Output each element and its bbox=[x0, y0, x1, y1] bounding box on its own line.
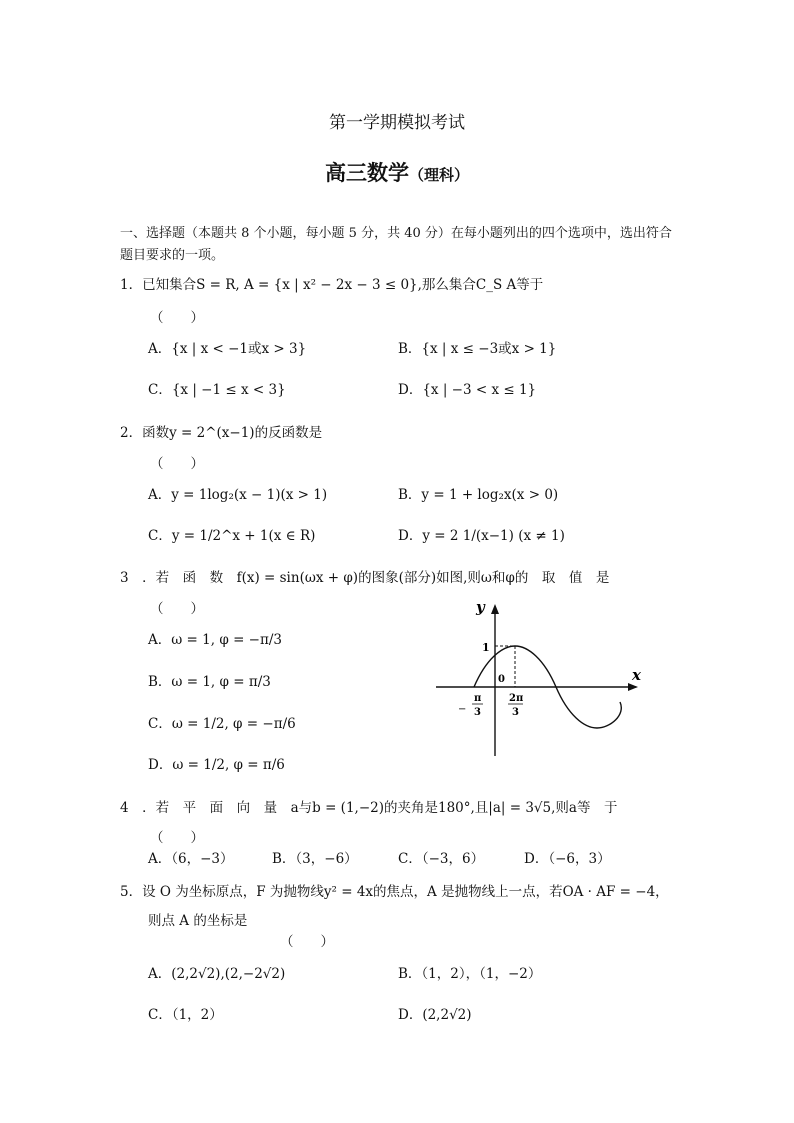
question-3-stem bbox=[120, 566, 676, 586]
x-axis-label: x bbox=[632, 666, 641, 684]
option-a[interactable]: A．（6，−3） bbox=[148, 851, 234, 867]
origin-label: 0 bbox=[498, 674, 505, 685]
option-d[interactable]: D．y = 2 1/(x−1) (x ≠ 1) bbox=[398, 528, 565, 544]
question-number: 1． bbox=[120, 277, 143, 293]
subject-name: 高三数学 bbox=[324, 160, 409, 185]
neg-tick-numerator: π bbox=[474, 693, 482, 704]
section-heading: 一、选择题（本题共 8 个小题，每小题 5 分，共 40 分）在每小题列出的四个选项中，选出符合题目要求的一项。 bbox=[120, 226, 672, 263]
answer-blank: （ ） bbox=[280, 934, 334, 950]
question-number: 2． bbox=[120, 425, 143, 441]
answer-blank: （ ） bbox=[150, 456, 204, 472]
option-b[interactable]: B．（1，2），（1，−2） bbox=[398, 966, 542, 982]
x-axis-arrow-icon bbox=[628, 683, 638, 691]
question-text: 已知集合S = R, A = {x | x² − 2x − 3 ≤ 0},那么集合C_S A等于 bbox=[142, 277, 544, 293]
option-d[interactable]: D．(2,2√2) bbox=[398, 1007, 472, 1023]
option-a[interactable]: A．{x | x < −1或x > 3} bbox=[148, 341, 307, 357]
exam-title: 第一学期模拟考试 bbox=[329, 113, 465, 133]
option-c[interactable]: C．（1，2） bbox=[148, 1007, 223, 1023]
option-c[interactable]: C．（−3，6） bbox=[398, 851, 485, 867]
option-b[interactable]: B．{x | x ≤ −3或x > 1} bbox=[398, 341, 557, 357]
subject-track: （理科） bbox=[408, 166, 469, 184]
option-b[interactable]: B．ω = 1, φ = π/3 bbox=[148, 674, 271, 690]
neg-tick-denominator: 3 bbox=[474, 707, 481, 718]
option-a[interactable]: A．ω = 1, φ = −π/3 bbox=[148, 632, 282, 648]
question-5-stem bbox=[120, 880, 669, 900]
option-d[interactable]: D．ω = 1/2, φ = π/6 bbox=[148, 757, 285, 773]
answer-blank: （ ） bbox=[150, 310, 204, 326]
question-text: 设 O 为坐标原点，F 为抛物线y² = 4x的焦点，A 是抛物线上一点，若OA · AF = −4， bbox=[142, 884, 669, 900]
pos-tick-numerator: 2π bbox=[509, 693, 524, 704]
option-b[interactable]: B．y = 1 + log₂x(x > 0) bbox=[398, 487, 559, 503]
option-a[interactable]: A．y = 1log₂(x − 1)(x > 1) bbox=[148, 487, 328, 503]
question-1-stem bbox=[120, 273, 543, 293]
question-text: 若 平 面 向 量 a与b = (1,−2)的夹角是180°,且|a| = 3√5,则a等 于 bbox=[155, 800, 618, 816]
question-number: 5． bbox=[120, 884, 143, 900]
question-text: 函数y = 2^(x−1)的反函数是 bbox=[142, 425, 323, 441]
option-a[interactable]: A．(2,2√2),(2,−2√2) bbox=[148, 966, 286, 982]
option-d[interactable]: D．（−6，3） bbox=[524, 851, 611, 867]
option-d[interactable]: D．{x | −3 < x ≤ 1} bbox=[398, 382, 537, 398]
question-text: 若 函 数 f(x) = sin(ωx + φ)的图象(部分)如图,则ω和φ的 取 值 是 bbox=[155, 570, 610, 586]
question-number: 4 ． bbox=[120, 800, 156, 816]
question-number: 3 ． bbox=[120, 570, 156, 586]
option-c[interactable]: C．{x | −1 ≤ x < 3} bbox=[148, 382, 286, 398]
answer-blank: （ ） bbox=[150, 830, 204, 846]
y-tick-one: 1 bbox=[482, 641, 490, 654]
option-c[interactable]: C．y = 1/2^x + 1(x ∈ R) bbox=[148, 528, 316, 544]
neg-sign: − bbox=[458, 704, 467, 715]
sine-graph bbox=[430, 596, 650, 758]
answer-blank: （ ） bbox=[150, 601, 204, 617]
option-c[interactable]: C．ω = 1/2, φ = −π/6 bbox=[148, 716, 296, 732]
y-axis-arrow-icon bbox=[491, 604, 499, 614]
subject-title bbox=[0, 157, 794, 187]
question-5-stem-continued: 则点 A 的坐标是 bbox=[148, 913, 248, 929]
question-4-stem bbox=[120, 796, 676, 816]
option-b[interactable]: B．（3，−6） bbox=[272, 851, 358, 867]
pos-tick-denominator: 3 bbox=[512, 707, 519, 718]
y-axis-label: y bbox=[476, 598, 485, 616]
question-2-stem bbox=[120, 421, 322, 441]
